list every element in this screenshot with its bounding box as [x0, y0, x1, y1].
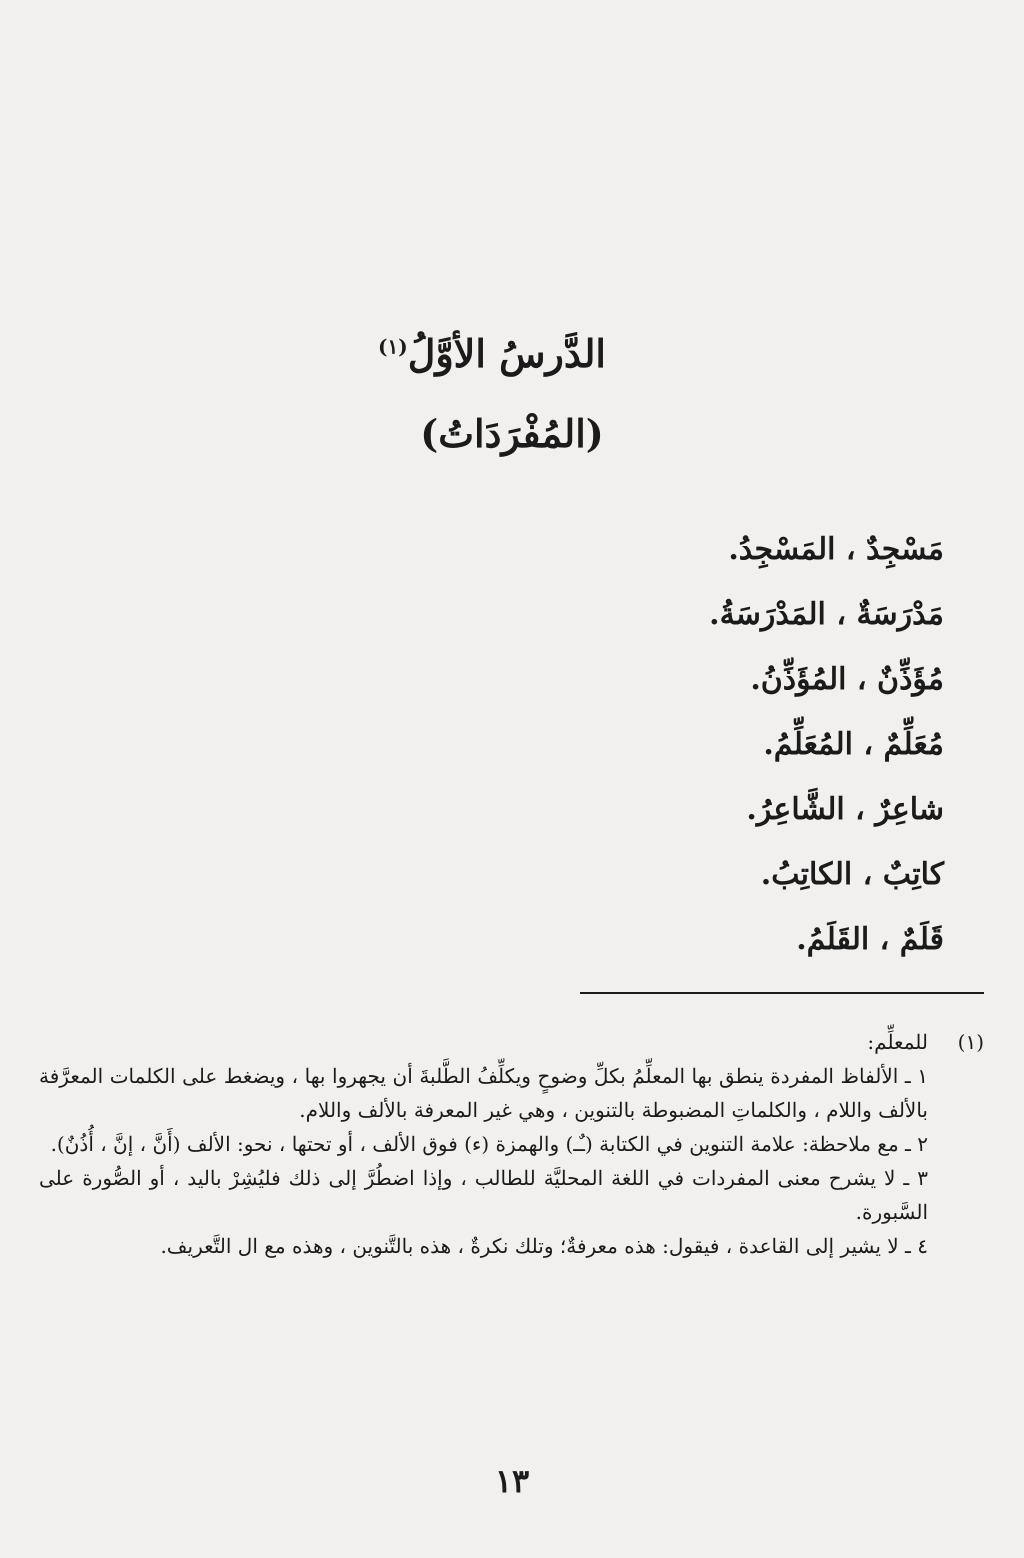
vocabulary-item: شاعِرٌ ، الشَّاعِرُ.: [746, 792, 944, 827]
footnote: [39, 1025, 984, 1263]
vocabulary-item: مُعَلِّمٌ ، المُعَلِّمُ.: [763, 727, 944, 762]
footnote-item: ٤ ـ لا يشير إلى القاعدة ، فيقول: هذه معرفةٌ؛ وتلك نكرةٌ ، هذه بالتَّنوين ، وهذه مع ال التَّعريف.: [160, 1234, 928, 1258]
footnote-item: ٣ ـ لا يشرح معنى المفردات في اللغة المحليَّة للطالب ، وإذا اضطُرَّ إلى ذلك فليُشِرْ باليد ، أو الصُّورة على السَّبورة.: [39, 1166, 928, 1224]
vocabulary-item: قَلَمٌ ، القَلَمُ.: [796, 922, 944, 957]
vocabulary-item: مُؤَذِّنٌ ، المُؤَذِّنُ.: [750, 662, 944, 697]
lesson-title: [0, 331, 1024, 376]
vocabulary-item: كاتِبٌ ، الكاتِبُ.: [760, 857, 944, 892]
footnote-body: [39, 1025, 928, 1263]
footnote-item: ١ ـ الألفاظ المفردة ينطق بها المعلِّمُ بكلِّ وضوحٍ ويكلِّفُ الطَّلبةَ أن يجهروا بها ، ويضغط على الكلمات المعرَّفة بالألف واللام ، والكلماتِ المضبوطة بالتنوين ، وهي غير المعرفة بالألف واللام.: [39, 1064, 929, 1122]
vocabulary-item: مَدْرَسَةٌ ، المَدْرَسَةُ.: [709, 597, 944, 632]
lesson-title-text: الدَّرسُ الأوَّلُ: [407, 331, 606, 376]
footnote-heading: للمعلِّم:: [867, 1030, 928, 1054]
page-number: ١٣: [494, 1462, 530, 1500]
footnote-marker: (١): [957, 1030, 984, 1054]
footnote-item: ٢ ـ مع ملاحظة: علامة التنوين في الكتابة (ـٌـ) والهمزة (ء) فوق الألف ، أو تحتها ، نحو: الألف (أَنَّ ، إنَّ ، أُذُنٌ).: [50, 1132, 928, 1156]
vocabulary-item: مَسْجِدٌ ، المَسْجِدُ.: [728, 532, 944, 567]
footnote-divider: [580, 992, 984, 994]
vocabulary-list: [644, 532, 944, 990]
footnote-reference: (١): [378, 334, 408, 359]
lesson-subtitle: (المُفْرَدَاتُ): [420, 411, 604, 456]
